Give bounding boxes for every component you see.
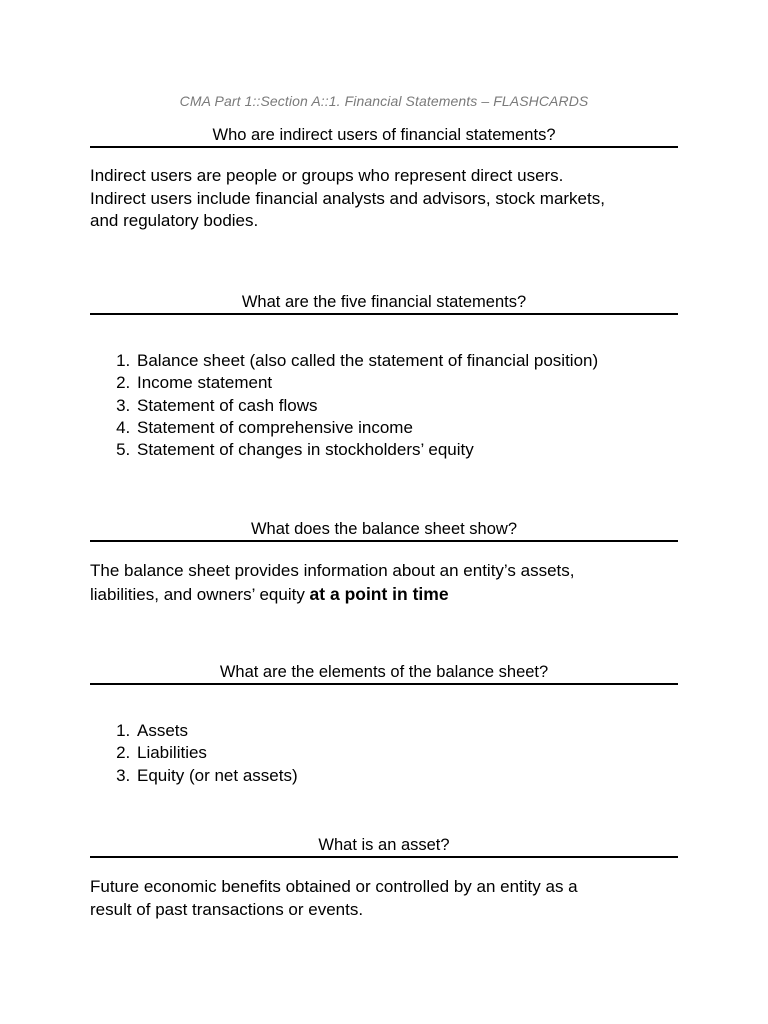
list-item: 5. Statement of changes in stockholders’ equity — [135, 439, 678, 461]
list-item: 4. Statement of comprehensive income — [135, 417, 678, 439]
flashcard-answer — [90, 560, 678, 606]
flashcard-question: Who are indirect users of financial statements? — [90, 125, 678, 148]
list-item: 2. Liabilities — [135, 742, 678, 764]
flashcard-answer — [90, 165, 678, 233]
answer-line: and regulatory bodies. — [90, 211, 259, 230]
answer-text: liabilities, and owners’ equity — [90, 584, 310, 604]
flashcard-answer-list — [90, 720, 678, 787]
answer-line — [90, 583, 678, 607]
list-item: 3. Statement of cash flows — [135, 395, 678, 417]
list-item: 1. Balance sheet (also called the statement of financial position) — [135, 350, 678, 372]
answer-line: Indirect users include financial analysts and advisors, stock markets, — [90, 188, 605, 208]
flashcard-question: What does the balance sheet show? — [90, 519, 678, 542]
list-item: 1. Assets — [135, 720, 678, 742]
flashcard — [90, 125, 678, 233]
emphasis-text: at a point in time — [309, 583, 449, 604]
answer-line: Indirect users are people or groups who represent direct users. — [90, 166, 564, 185]
answer-line: The balance sheet provides information about an entity’s assets, — [90, 561, 575, 580]
document-header: CMA Part 1::Section A::1. Financial Statements – FLASHCARDS — [179, 93, 589, 109]
list-item: 3. Equity (or net assets) — [135, 765, 678, 787]
answer-line: Future economic benefits obtained or controlled by an entity as a — [90, 877, 578, 896]
flashcard-question: What are the five financial statements? — [90, 292, 678, 315]
flashcard — [90, 662, 678, 787]
list-item: 2. Income statement — [135, 372, 678, 394]
flashcard-question: What are the elements of the balance sheet? — [90, 662, 678, 685]
flashcard — [90, 835, 678, 921]
flashcard-answer — [90, 876, 678, 921]
flashcard — [90, 519, 678, 606]
flashcard-answer-list — [90, 350, 678, 461]
answer-line: result of past transactions or events. — [90, 899, 364, 919]
flashcard-question: What is an asset? — [90, 835, 678, 858]
flashcard — [90, 292, 678, 461]
